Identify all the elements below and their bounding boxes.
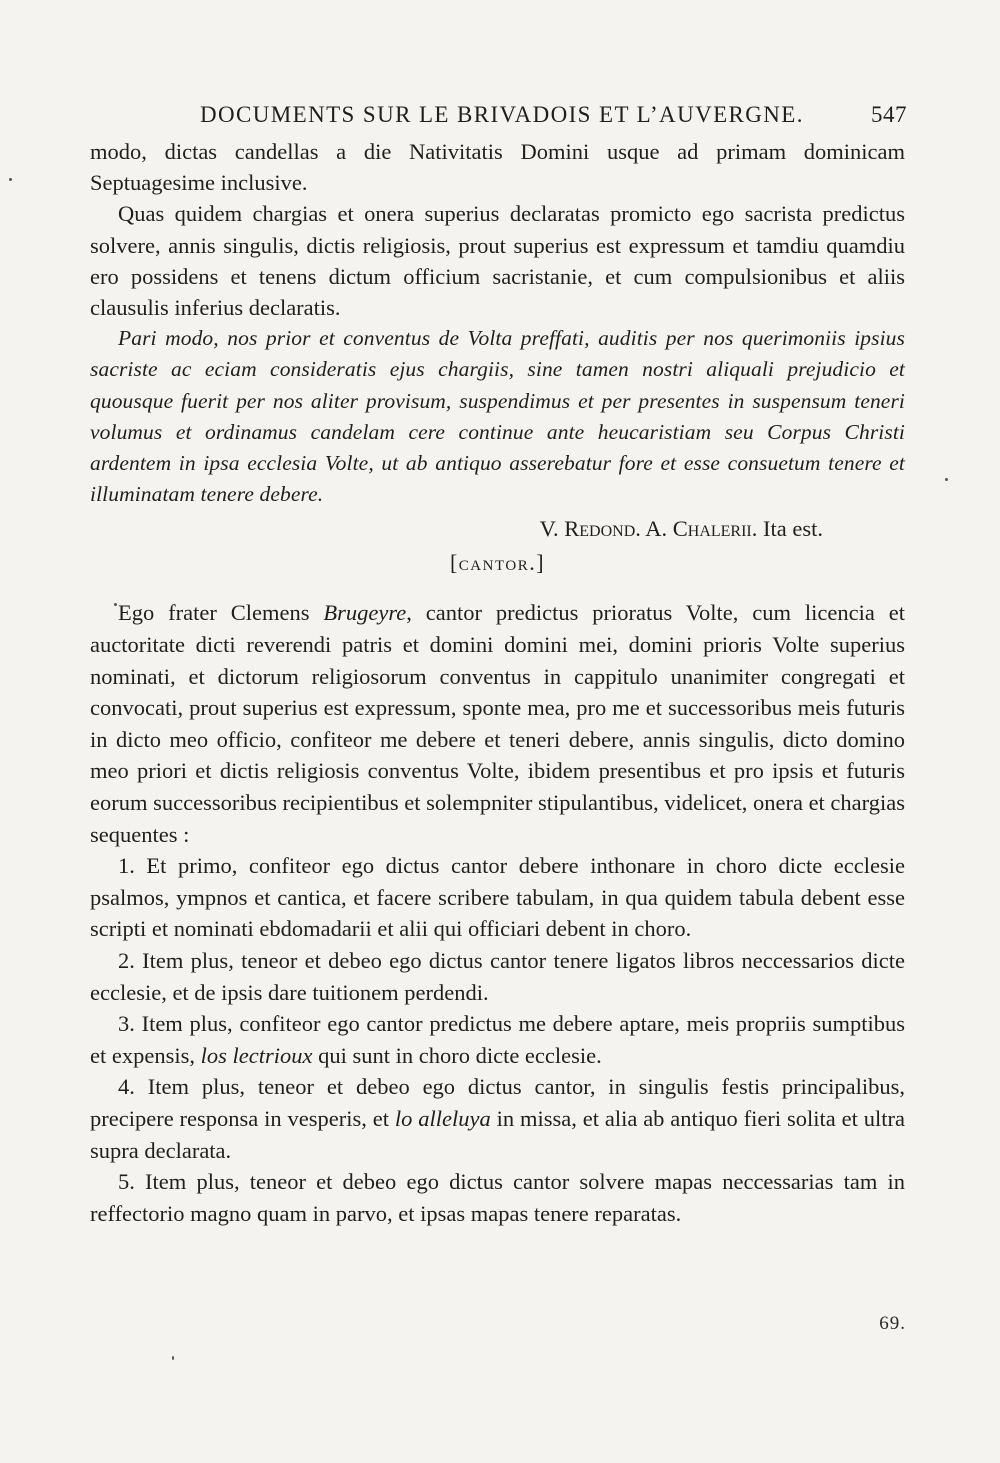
paragraph-chargias: Quas quidem chargias et onera superius declaratas promicto ego sacrista predictus solvere, annis singulis, dictis religiosis, prout superius est expressum et tamdiu quamdiu ero possidens et tenens dictum officium sacristanie, et cum compulsionibus et aliis clausulis inferius declaratis. [90,201,905,321]
sig1-initial: V. [539,516,565,542]
section-heading [90,548,905,581]
section-close-bracket: .] [529,550,546,576]
running-head-title: DOCUMENTS SUR LE BRIVADOIS ET L’AUVERGNE. [200,102,804,127]
item-text: in missa, et alia ab antiquo fieri solita et ultra supra declarata. [90,1105,905,1163]
page-number: 547 [871,102,907,127]
signature-mark: 69. [879,1313,906,1334]
item-text: qui sunt in choro dicte ecclesie. [312,1042,602,1068]
section-open-bracket: [ [449,550,459,576]
signature-closing: . Ita est. [751,516,823,542]
item-italic: los lectrioux [200,1042,313,1068]
paper-speck [172,1356,174,1360]
sig2-initial: . A. [635,516,673,542]
paper-speck [114,603,117,606]
paragraph-pari-modo: Pari modo, nos prior et conventus de Volta preffati, auditis per nos querimoniis ipsius sacriste ac eciam consideratis ejus chargiis, sine tamen nostri aliquali prejudicio et quousque fuerit per nos aliter provisum, suspendimus et per presentes in suspensum teneri volumus et ordinamus candelam cere continue ante heucaristiam seu Corpus Christi ardentem in ipsa ecclesia Volte, ut ab antiquo asserebatur fore et esse consuetum tenere et illuminatam tenere debere. [90,326,905,507]
list-item: 5. Item plus, teneor et debeo ego dictus cantor solvere mapas neccessarias tam in reffectorio magno quam in parvo, et ipsas mapas tenere reparatas. [90,1169,905,1226]
paper-speck [945,478,948,481]
item-text: 4. Item plus, teneor et debeo ego dictus cantor, in singulis festis principalibus, precipere responsa in vesperis, et [90,1074,905,1131]
list-item [90,1071,905,1166]
running-head [90,100,905,136]
item-text: 3. Item plus, confiteor ego cantor predictus me debere aptare, meis propriis sumptibus et expensis, [90,1011,905,1068]
sig1-name: Redond [564,516,636,542]
item-italic: lo alleluya [394,1105,491,1131]
intro-after: , cantor predictus prioratus Volte, cum licencia et auctoritate dicti reverendi patris et domini domini mei, domini prioris Volte superius nominati, et dictorum religiosorum conventus in cappitulo unanimiter congregati et convocati, prout superius est expressum, sponte mea, pro me et successoribus meis futuris in dicto meo officio, confiteor me debere et teneri debere, annis singulis, dicto domino meo priori et dictis religiosis conventus Volte, ibidem presentibus et pro ipsis et futuris eorum successoribus recipientibus et solempniter stipulantibus, videlicet, onera et chargias sequentes : [90,600,906,847]
signatures [90,512,905,546]
sig2-name: Chalerii [672,516,752,542]
list-item [90,1008,905,1071]
paragraph-cantor-intro [90,597,905,850]
paragraph-continuation: modo, dictas candellas a die Nativitatis Domini usque ad primam dominicam Septuagesime inclusive. [90,139,905,196]
list-item: 1. Et primo, confiteor ego dictus cantor debere inthonare in choro dicte ecclesie psalmos, ympnos et cantica, et facere scribere tabulam, in qua quidem tabula debent esse scripti et nominati ebdomadarii et alii qui officiari debent in choro. [90,853,905,942]
cantor-section [90,597,905,1229]
list-item: 2. Item plus, teneor et debeo ego dictus cantor tenere ligatos libros neccessarios dicte ecclesie, et de ipsis dare tuitionem perdendi. [90,947,905,1005]
paper-speck [9,178,12,181]
intro-before: Ego frater Clemens [118,600,324,626]
intro-name: Brugeyre [323,600,407,626]
page [90,100,905,1229]
section-label: CANTOR [458,558,530,575]
